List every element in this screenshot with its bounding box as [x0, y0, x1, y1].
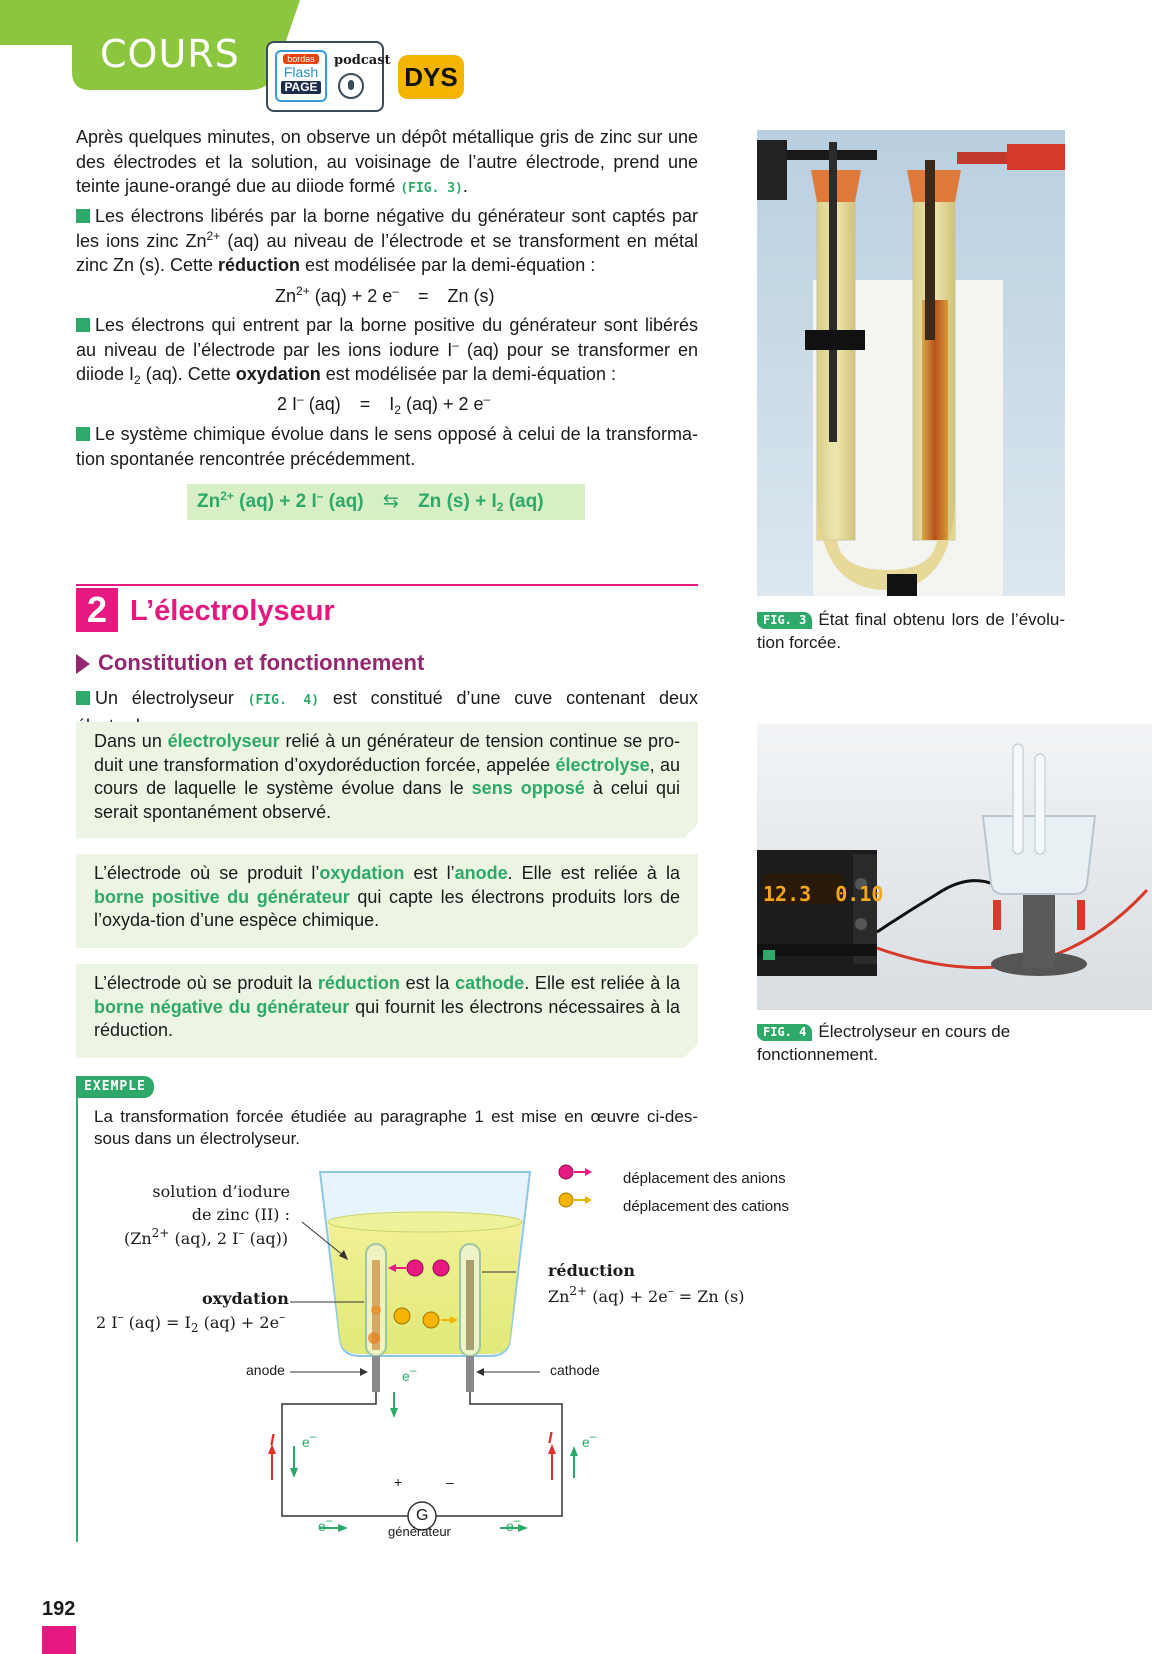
fig4-ref[interactable]: (FIG. 4) — [247, 693, 320, 708]
reduction-equation: $Zn^{2+}$ (aq) + 2e– = Zn (s) — [548, 1284, 745, 1306]
exemple-tag: EXEMPLE — [76, 1076, 154, 1098]
fig4-tag: FIG. 4 — [757, 1024, 812, 1041]
legend-cations: déplacement des cations — [623, 1198, 789, 1215]
section-number: 2 — [76, 588, 118, 632]
current-label-left: I — [270, 1432, 275, 1449]
legend-anions: déplacement des anions — [623, 1170, 786, 1187]
dys-button[interactable]: DYS — [398, 55, 464, 99]
circuit-wire-right — [436, 1392, 562, 1516]
oxydation-label: oxydation — [202, 1289, 289, 1308]
fig3-ref[interactable]: (FIG. 3) — [400, 181, 463, 196]
generator-label: générateur — [388, 1524, 451, 1539]
electron-label-bottom-right: e– — [506, 1513, 521, 1534]
solution-liquid — [328, 1222, 522, 1354]
generator-symbol: G — [416, 1507, 429, 1524]
electrolyseur-intro: Un électrolyseur (FIG. 4) est constitué d’une cuve contenant deux — [76, 686, 698, 738]
flash-label: Flash — [283, 64, 319, 80]
flash-page-logo — [275, 50, 327, 102]
circuit-wire-left — [282, 1392, 408, 1516]
equation-reduction: $Zn^{2+}$ (aq) + 2 e– = Zn (s) — [275, 284, 495, 306]
oxydation-equation: 2 I– $(aq) = I_2$ (aq) + 2e– — [96, 1310, 286, 1335]
definition-anode: L’électrode où se produit l’oxydation est l’anode. Elle est reliée à la borne positive du générateur qui capte les électrons produits lors de l’oxyda-tion d’une espèce chimique. — [76, 854, 698, 948]
electron-label: e– — [402, 1363, 417, 1384]
cathode-electrode — [466, 1356, 474, 1392]
fig3-photo — [757, 130, 1065, 596]
reduction-label: réduction — [548, 1261, 635, 1280]
intro-paragraph: Après quelques minutes, on observe un dépôt métallique gris de zinc sur une des électrodes et la solution, au voisinage de l’autre électrode, prend une teinte jaune-orangé due au diiode formé (FIG. 3). — [76, 127, 698, 196]
section-title: L’électrolyseur — [130, 595, 335, 627]
electron-label-left: e– — [302, 1429, 317, 1450]
podcast-label: podcast — [334, 53, 391, 68]
section-label: COURS — [100, 32, 240, 76]
anion — [407, 1260, 423, 1276]
section-divider — [76, 584, 698, 586]
solution-label: solution d’iodure de zinc (II) : — [152, 1182, 290, 1224]
anode-electrode — [372, 1356, 380, 1392]
podcast-icon — [338, 73, 364, 99]
anode-label: anode — [246, 1362, 285, 1378]
bullet-square — [76, 691, 90, 705]
cation — [423, 1312, 439, 1328]
exemple-text: La transformation forcée étudiée au paragraphe 1 est mise en œuvre ci-des-sous dans un électrolyseur. — [94, 1107, 698, 1148]
reduction-paragraph: Les électrons libérés par la borne négative du générateur sont captés par les ions zinc $Zn^{2+}$ (aq) au niveau de l’électrode et se transforment en métal zinc Zn (s). Cette réduction est modélisée par la demi-équation : — [76, 206, 698, 275]
definition-cathode: L’électrode où se produit la réduction est la cathode. Elle est reliée à la borne négative du générateur qui fournit les électrons nécessaires à la réduction. — [76, 964, 698, 1058]
page-label: PAGE — [281, 81, 321, 94]
anion — [433, 1260, 449, 1276]
electron-label-bottom-left: e– — [318, 1513, 333, 1534]
equation-oxydation: 2 I– $(aq) = I_2$ (aq) + 2 e– — [277, 392, 491, 417]
generator-plus: + — [394, 1474, 403, 1490]
global-equation-box: $Zn^{2+}$ (aq) + 2 I– (aq) ⇆ Zn $(s) + I_2$ (aq) — [187, 484, 585, 520]
exemple-border — [76, 1086, 78, 1542]
flash-page-podcast-button[interactable] — [266, 41, 391, 112]
current-label-right: I — [548, 1430, 553, 1447]
fig3-caption: FIG. 3 État final obtenu lors de l’évolu-tion forcée. — [757, 610, 1065, 652]
subsection-title: Constitution et fonctionnement — [98, 650, 425, 675]
oxydation-paragraph: Les électrons qui entrent par la borne positive du générateur sont libérés au niveau de l’électrode par les ions iodure I– (aq) pour se transformer en diiode $I_2$ (aq). Cette oxydation est modélisée par la demi-équation : — [76, 315, 698, 387]
page-corner-mark — [42, 1626, 76, 1654]
bullet-square — [76, 427, 90, 441]
cation — [394, 1308, 410, 1324]
subtitle-arrow-icon — [76, 654, 90, 674]
bullet-square — [76, 318, 90, 332]
intro-text: Après quelques minutes, on observe un dépôt métallique gris de zinc sur une des électrodes et la solution, au voisinage de l’autre électrode, prend une teinte jaune-orangé due au diiode formé — [76, 127, 698, 196]
bullet-square — [76, 209, 90, 223]
power-supply-display: 12.3 0.10 — [763, 882, 884, 906]
definition-electrolyseur: Dans un électrolyseur relié à un générateur de tension continue se pro-duit une transformation d’oxydoréduction forcée, appelée électrolyse, au cours de laquelle le système évolue dans le sens opposé à celui qui serait spontanément observé. — [76, 722, 698, 838]
electron-label-right: e– — [582, 1429, 597, 1450]
equilibrium-arrow-icon: ⇆ — [382, 491, 399, 512]
fig4-caption: FIG. 4 Électrolyseur en cours de fonctionnement. — [757, 1022, 1011, 1064]
systeme-paragraph: Le système chimique évolue dans le sens opposé à celui de la transforma-tion spontanée rencontrée précédemment. — [76, 424, 698, 469]
fig4-photo — [757, 724, 1152, 1010]
fig3-tag: FIG. 3 — [757, 612, 812, 629]
cathode-label: cathode — [550, 1362, 600, 1378]
page-number: 192 — [42, 1598, 76, 1620]
generator-minus: – — [446, 1474, 454, 1490]
bordas-brand: bordas — [283, 54, 319, 64]
solution-formula: ($Zn^{2+}$ (aq), 2 I– (aq)) — [124, 1226, 289, 1248]
